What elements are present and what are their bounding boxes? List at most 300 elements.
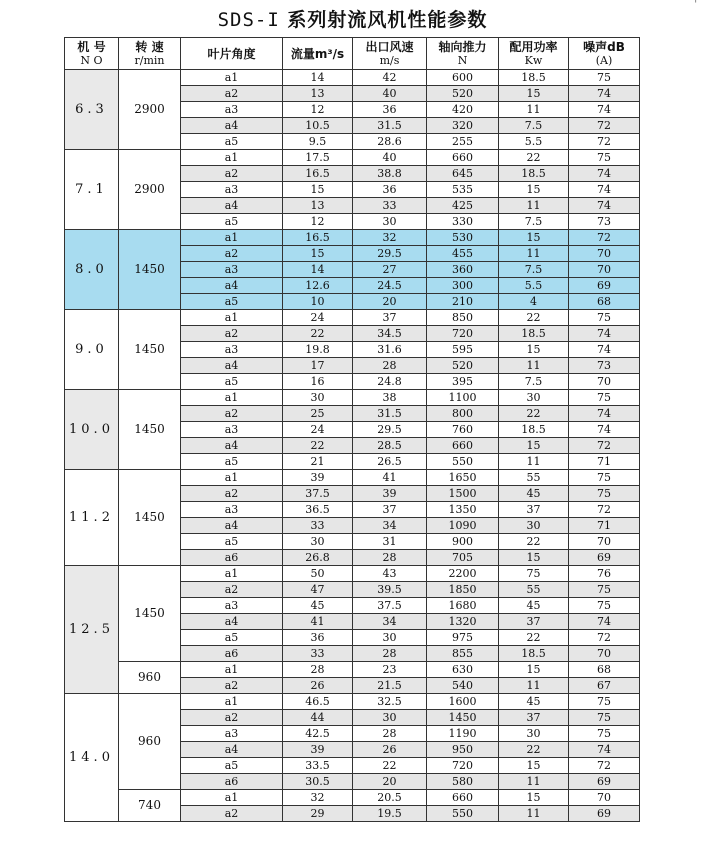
thrust-cell: 425 — [427, 198, 499, 214]
outlet-velocity-cell: 20.5 — [353, 790, 427, 806]
outlet-velocity-cell: 37 — [353, 502, 427, 518]
header-blade-angle: 叶片角度 — [181, 38, 283, 70]
noise-cell: 74 — [569, 86, 640, 102]
fan-number: 9.0 — [65, 310, 119, 390]
thrust-cell: 455 — [427, 246, 499, 262]
rotation-speed: 1450 — [119, 566, 181, 662]
outlet-velocity-cell: 37.5 — [353, 598, 427, 614]
thrust-cell: 320 — [427, 118, 499, 134]
table-row — [65, 70, 640, 86]
fan-number: 7.1 — [65, 150, 119, 230]
flow-cell: 36.5 — [283, 502, 353, 518]
thrust-cell: 2200 — [427, 566, 499, 582]
blade-angle-cell: a5 — [181, 534, 283, 550]
flow-cell: 30 — [283, 534, 353, 550]
rotation-speed: 960 — [119, 662, 181, 694]
blade-angle-cell: a4 — [181, 614, 283, 630]
noise-cell: 69 — [569, 278, 640, 294]
noise-cell: 73 — [569, 214, 640, 230]
blade-angle-cell: a1 — [181, 662, 283, 678]
outlet-velocity-cell: 31.5 — [353, 118, 427, 134]
flow-cell: 36 — [283, 630, 353, 646]
rotation-speed: 2900 — [119, 150, 181, 230]
flow-cell: 12 — [283, 102, 353, 118]
outlet-velocity-cell: 42 — [353, 70, 427, 86]
blade-angle-cell: a6 — [181, 646, 283, 662]
power-cell: 45 — [499, 694, 569, 710]
power-cell: 18.5 — [499, 70, 569, 86]
performance-table — [64, 37, 640, 822]
blade-angle-cell: a3 — [181, 598, 283, 614]
blade-angle-cell: a5 — [181, 374, 283, 390]
flow-cell: 16 — [283, 374, 353, 390]
thrust-cell: 660 — [427, 150, 499, 166]
blade-angle-cell: a3 — [181, 422, 283, 438]
flow-cell: 14 — [283, 262, 353, 278]
flow-cell: 22 — [283, 326, 353, 342]
blade-angle-cell: a2 — [181, 86, 283, 102]
thrust-cell: 595 — [427, 342, 499, 358]
outlet-velocity-cell: 30 — [353, 630, 427, 646]
blade-angle-cell: a1 — [181, 790, 283, 806]
power-cell: 7.5 — [499, 374, 569, 390]
noise-cell: 75 — [569, 150, 640, 166]
thrust-cell: 1350 — [427, 502, 499, 518]
flow-cell: 22 — [283, 438, 353, 454]
flow-cell: 33 — [283, 518, 353, 534]
flow-cell: 13 — [283, 86, 353, 102]
flow-cell: 10 — [283, 294, 353, 310]
blade-angle-cell: a6 — [181, 774, 283, 790]
header-noise: 噪声dB (A) — [569, 38, 640, 70]
flow-cell: 46.5 — [283, 694, 353, 710]
power-cell: 15 — [499, 342, 569, 358]
outlet-velocity-cell: 43 — [353, 566, 427, 582]
power-cell: 15 — [499, 182, 569, 198]
outlet-velocity-cell: 39.5 — [353, 582, 427, 598]
outlet-velocity-cell: 31 — [353, 534, 427, 550]
blade-angle-cell: a1 — [181, 566, 283, 582]
fan-group-8.0 — [65, 230, 640, 310]
thrust-cell: 855 — [427, 646, 499, 662]
fan-number: 8.0 — [65, 230, 119, 310]
noise-cell: 71 — [569, 454, 640, 470]
blade-angle-cell: a2 — [181, 678, 283, 694]
blade-angle-cell: a2 — [181, 806, 283, 822]
blade-angle-cell: a3 — [181, 102, 283, 118]
table-row — [65, 470, 640, 486]
outlet-velocity-cell: 34 — [353, 614, 427, 630]
thrust-cell: 550 — [427, 806, 499, 822]
blade-angle-cell: a2 — [181, 582, 283, 598]
noise-cell: 69 — [569, 774, 640, 790]
flow-cell: 28 — [283, 662, 353, 678]
corner-mark: ' — [694, 0, 697, 10]
table-row — [65, 566, 640, 582]
thrust-cell: 630 — [427, 662, 499, 678]
power-cell: 11 — [499, 806, 569, 822]
thrust-cell: 540 — [427, 678, 499, 694]
flow-cell: 39 — [283, 742, 353, 758]
thrust-cell: 1650 — [427, 470, 499, 486]
power-cell: 22 — [499, 150, 569, 166]
noise-cell: 72 — [569, 438, 640, 454]
noise-cell: 70 — [569, 790, 640, 806]
thrust-cell: 705 — [427, 550, 499, 566]
blade-angle-cell: a1 — [181, 310, 283, 326]
power-cell: 11 — [499, 678, 569, 694]
noise-cell: 69 — [569, 550, 640, 566]
flow-cell: 9.5 — [283, 134, 353, 150]
noise-cell: 75 — [569, 598, 640, 614]
header-power: 配用功率 Kw — [499, 38, 569, 70]
outlet-velocity-cell: 30 — [353, 214, 427, 230]
blade-angle-cell: a4 — [181, 358, 283, 374]
thrust-cell: 760 — [427, 422, 499, 438]
noise-cell: 74 — [569, 342, 640, 358]
table-row — [65, 390, 640, 406]
power-cell: 15 — [499, 230, 569, 246]
flow-cell: 19.8 — [283, 342, 353, 358]
thrust-cell: 660 — [427, 790, 499, 806]
flow-cell: 16.5 — [283, 166, 353, 182]
power-cell: 18.5 — [499, 646, 569, 662]
blade-angle-cell: a1 — [181, 470, 283, 486]
thrust-cell: 530 — [427, 230, 499, 246]
outlet-velocity-cell: 31.5 — [353, 406, 427, 422]
outlet-velocity-cell: 36 — [353, 102, 427, 118]
noise-cell: 74 — [569, 406, 640, 422]
thrust-cell: 1680 — [427, 598, 499, 614]
flow-cell: 14 — [283, 70, 353, 86]
outlet-velocity-cell: 24.5 — [353, 278, 427, 294]
outlet-velocity-cell: 38.8 — [353, 166, 427, 182]
outlet-velocity-cell: 39 — [353, 486, 427, 502]
thrust-cell: 1090 — [427, 518, 499, 534]
blade-angle-cell: a5 — [181, 758, 283, 774]
blade-angle-cell: a1 — [181, 390, 283, 406]
outlet-velocity-cell: 36 — [353, 182, 427, 198]
page-title — [0, 5, 705, 32]
outlet-velocity-cell: 28 — [353, 726, 427, 742]
flow-cell: 21 — [283, 454, 353, 470]
flow-cell: 37.5 — [283, 486, 353, 502]
table-row — [65, 150, 640, 166]
power-cell: 7.5 — [499, 214, 569, 230]
blade-angle-cell: a2 — [181, 166, 283, 182]
thrust-cell: 1100 — [427, 390, 499, 406]
blade-angle-cell: a4 — [181, 118, 283, 134]
power-cell: 22 — [499, 742, 569, 758]
thrust-cell: 420 — [427, 102, 499, 118]
title-text: 系列射流风机性能参数 — [287, 9, 488, 31]
flow-cell: 44 — [283, 710, 353, 726]
fan-number: 11.2 — [65, 470, 119, 566]
thrust-cell: 660 — [427, 438, 499, 454]
thrust-cell: 550 — [427, 454, 499, 470]
noise-cell: 74 — [569, 166, 640, 182]
outlet-velocity-cell: 20 — [353, 294, 427, 310]
blade-angle-cell: a1 — [181, 70, 283, 86]
fan-group-11.2 — [65, 470, 640, 566]
blade-angle-cell: a4 — [181, 518, 283, 534]
outlet-velocity-cell: 32.5 — [353, 694, 427, 710]
flow-cell: 33 — [283, 646, 353, 662]
outlet-velocity-cell: 33 — [353, 198, 427, 214]
blade-angle-cell: a4 — [181, 198, 283, 214]
power-cell: 22 — [499, 534, 569, 550]
model-code: SDS-I — [217, 9, 280, 31]
flow-cell: 50 — [283, 566, 353, 582]
noise-cell: 70 — [569, 246, 640, 262]
flow-cell: 29 — [283, 806, 353, 822]
blade-angle-cell: a5 — [181, 214, 283, 230]
power-cell: 11 — [499, 102, 569, 118]
fan-group-7.1 — [65, 150, 640, 230]
table-row — [65, 310, 640, 326]
rotation-speed: 1450 — [119, 310, 181, 390]
thrust-cell: 720 — [427, 758, 499, 774]
noise-cell: 72 — [569, 502, 640, 518]
noise-cell: 70 — [569, 534, 640, 550]
power-cell: 37 — [499, 710, 569, 726]
blade-angle-cell: a5 — [181, 294, 283, 310]
blade-angle-cell: a3 — [181, 262, 283, 278]
noise-cell: 74 — [569, 102, 640, 118]
header-speed: 转 速 r/min — [119, 38, 181, 70]
power-cell: 18.5 — [499, 326, 569, 342]
rotation-speed: 960 — [119, 694, 181, 790]
flow-cell: 10.5 — [283, 118, 353, 134]
power-cell: 11 — [499, 358, 569, 374]
flow-cell: 24 — [283, 310, 353, 326]
thrust-cell: 580 — [427, 774, 499, 790]
outlet-velocity-cell: 29.5 — [353, 422, 427, 438]
outlet-velocity-cell: 40 — [353, 86, 427, 102]
header-thrust: 轴向推力 N — [427, 38, 499, 70]
fan-group-12.5 — [65, 566, 640, 694]
thrust-cell: 850 — [427, 310, 499, 326]
outlet-velocity-cell: 20 — [353, 774, 427, 790]
noise-cell: 70 — [569, 262, 640, 278]
noise-cell: 73 — [569, 358, 640, 374]
noise-cell: 75 — [569, 310, 640, 326]
thrust-cell: 600 — [427, 70, 499, 86]
flow-cell: 13 — [283, 198, 353, 214]
outlet-velocity-cell: 30 — [353, 710, 427, 726]
flow-cell: 30 — [283, 390, 353, 406]
noise-cell: 74 — [569, 422, 640, 438]
power-cell: 37 — [499, 614, 569, 630]
fan-group-14.0 — [65, 694, 640, 822]
power-cell: 15 — [499, 550, 569, 566]
flow-cell: 17 — [283, 358, 353, 374]
outlet-velocity-cell: 28 — [353, 550, 427, 566]
thrust-cell: 645 — [427, 166, 499, 182]
noise-cell: 72 — [569, 758, 640, 774]
noise-cell: 71 — [569, 518, 640, 534]
outlet-velocity-cell: 38 — [353, 390, 427, 406]
outlet-velocity-cell: 28 — [353, 646, 427, 662]
outlet-velocity-cell: 29.5 — [353, 246, 427, 262]
noise-cell: 75 — [569, 694, 640, 710]
power-cell: 11 — [499, 454, 569, 470]
noise-cell: 70 — [569, 646, 640, 662]
power-cell: 22 — [499, 406, 569, 422]
noise-cell: 72 — [569, 230, 640, 246]
noise-cell: 75 — [569, 470, 640, 486]
thrust-cell: 300 — [427, 278, 499, 294]
blade-angle-cell: a3 — [181, 342, 283, 358]
thrust-cell: 360 — [427, 262, 499, 278]
flow-cell: 15 — [283, 182, 353, 198]
power-cell: 37 — [499, 502, 569, 518]
power-cell: 75 — [499, 566, 569, 582]
fan-group-9.0 — [65, 310, 640, 390]
blade-angle-cell: a2 — [181, 246, 283, 262]
noise-cell: 74 — [569, 326, 640, 342]
blade-angle-cell: a4 — [181, 278, 283, 294]
power-cell: 11 — [499, 246, 569, 262]
fan-number: 6.3 — [65, 70, 119, 150]
blade-angle-cell: a1 — [181, 694, 283, 710]
blade-angle-cell: a2 — [181, 406, 283, 422]
noise-cell: 67 — [569, 678, 640, 694]
power-cell: 5.5 — [499, 134, 569, 150]
rotation-speed: 1450 — [119, 230, 181, 310]
fan-number: 10.0 — [65, 390, 119, 470]
blade-angle-cell: a4 — [181, 438, 283, 454]
flow-cell: 47 — [283, 582, 353, 598]
fan-group-10.0 — [65, 390, 640, 470]
header-row — [65, 38, 640, 70]
outlet-velocity-cell: 28.5 — [353, 438, 427, 454]
outlet-velocity-cell: 19.5 — [353, 806, 427, 822]
flow-cell: 26 — [283, 678, 353, 694]
noise-cell: 75 — [569, 70, 640, 86]
fan-number: 12.5 — [65, 566, 119, 694]
noise-cell: 75 — [569, 710, 640, 726]
thrust-cell: 950 — [427, 742, 499, 758]
outlet-velocity-cell: 32 — [353, 230, 427, 246]
blade-angle-cell: a3 — [181, 182, 283, 198]
flow-cell: 17.5 — [283, 150, 353, 166]
outlet-velocity-cell: 28 — [353, 358, 427, 374]
power-cell: 45 — [499, 486, 569, 502]
table-row — [65, 790, 640, 806]
rotation-speed: 2900 — [119, 70, 181, 150]
outlet-velocity-cell: 28.6 — [353, 134, 427, 150]
thrust-cell: 1500 — [427, 486, 499, 502]
outlet-velocity-cell: 26.5 — [353, 454, 427, 470]
flow-cell: 26.8 — [283, 550, 353, 566]
flow-cell: 24 — [283, 422, 353, 438]
power-cell: 30 — [499, 726, 569, 742]
noise-cell: 72 — [569, 134, 640, 150]
power-cell: 11 — [499, 198, 569, 214]
flow-cell: 12.6 — [283, 278, 353, 294]
outlet-velocity-cell: 37 — [353, 310, 427, 326]
power-cell: 5.5 — [499, 278, 569, 294]
blade-angle-cell: a5 — [181, 454, 283, 470]
noise-cell: 74 — [569, 182, 640, 198]
noise-cell: 75 — [569, 582, 640, 598]
header-flow: 流量m³/s — [283, 38, 353, 70]
noise-cell: 75 — [569, 486, 640, 502]
thrust-cell: 535 — [427, 182, 499, 198]
noise-cell: 70 — [569, 374, 640, 390]
power-cell: 15 — [499, 758, 569, 774]
table-row — [65, 230, 640, 246]
blade-angle-cell: a2 — [181, 326, 283, 342]
power-cell: 55 — [499, 582, 569, 598]
power-cell: 11 — [499, 774, 569, 790]
power-cell: 4 — [499, 294, 569, 310]
outlet-velocity-cell: 34.5 — [353, 326, 427, 342]
outlet-velocity-cell: 23 — [353, 662, 427, 678]
flow-cell: 33.5 — [283, 758, 353, 774]
table-row — [65, 694, 640, 710]
flow-cell: 32 — [283, 790, 353, 806]
fan-number: 14.0 — [65, 694, 119, 822]
power-cell: 45 — [499, 598, 569, 614]
thrust-cell: 1450 — [427, 710, 499, 726]
power-cell: 15 — [499, 790, 569, 806]
noise-cell: 74 — [569, 742, 640, 758]
thrust-cell: 395 — [427, 374, 499, 390]
blade-angle-cell: a6 — [181, 550, 283, 566]
thrust-cell: 210 — [427, 294, 499, 310]
blade-angle-cell: a2 — [181, 710, 283, 726]
flow-cell: 39 — [283, 470, 353, 486]
blade-angle-cell: a5 — [181, 630, 283, 646]
flow-cell: 41 — [283, 614, 353, 630]
flow-cell: 12 — [283, 214, 353, 230]
rotation-speed: 740 — [119, 790, 181, 822]
table-row — [65, 662, 640, 678]
power-cell: 7.5 — [499, 262, 569, 278]
thrust-cell: 720 — [427, 326, 499, 342]
thrust-cell: 520 — [427, 358, 499, 374]
blade-angle-cell: a1 — [181, 230, 283, 246]
outlet-velocity-cell: 34 — [353, 518, 427, 534]
power-cell: 30 — [499, 518, 569, 534]
flow-cell: 15 — [283, 246, 353, 262]
outlet-velocity-cell: 21.5 — [353, 678, 427, 694]
thrust-cell: 1190 — [427, 726, 499, 742]
header-outlet-velocity: 出口风速 m/s — [353, 38, 427, 70]
power-cell: 18.5 — [499, 422, 569, 438]
thrust-cell: 900 — [427, 534, 499, 550]
blade-angle-cell: a3 — [181, 502, 283, 518]
power-cell: 22 — [499, 310, 569, 326]
flow-cell: 16.5 — [283, 230, 353, 246]
blade-angle-cell: a3 — [181, 726, 283, 742]
thrust-cell: 800 — [427, 406, 499, 422]
header-no: 机 号 N O — [65, 38, 119, 70]
outlet-velocity-cell: 26 — [353, 742, 427, 758]
noise-cell: 76 — [569, 566, 640, 582]
noise-cell: 68 — [569, 294, 640, 310]
flow-cell: 45 — [283, 598, 353, 614]
noise-cell: 74 — [569, 614, 640, 630]
noise-cell: 74 — [569, 198, 640, 214]
noise-cell: 72 — [569, 118, 640, 134]
thrust-cell: 520 — [427, 86, 499, 102]
blade-angle-cell: a4 — [181, 742, 283, 758]
noise-cell: 68 — [569, 662, 640, 678]
power-cell: 55 — [499, 470, 569, 486]
